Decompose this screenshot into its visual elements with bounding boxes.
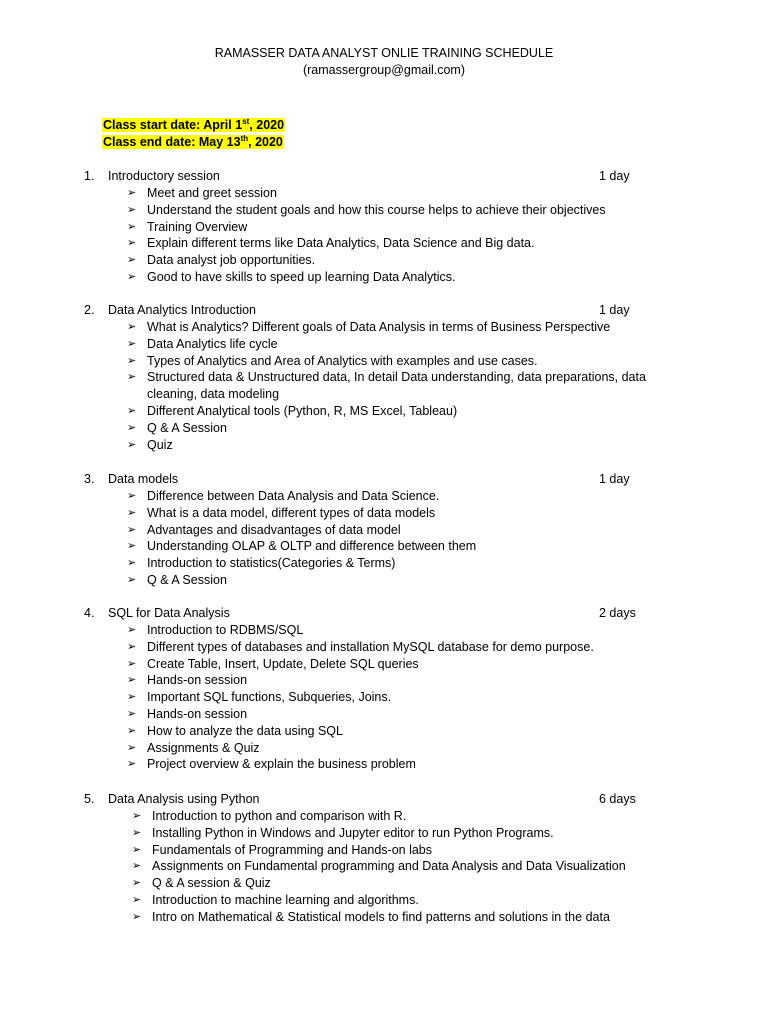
list-item: [84, 235, 684, 252]
arrow-bullet-icon: ➢: [132, 910, 142, 923]
arrow-bullet-icon: ➢: [127, 237, 137, 250]
arrow-bullet-icon: ➢: [132, 893, 142, 906]
arrow-bullet-icon: ➢: [132, 843, 142, 856]
section-introductory-session: [84, 168, 684, 286]
class-dates: [102, 117, 285, 151]
list-item-text: Introduction to python and comparison with R.: [152, 809, 407, 823]
arrow-bullet-icon: ➢: [127, 354, 137, 367]
list-item-text: Training Overview: [147, 219, 248, 234]
list-item: [84, 437, 684, 454]
arrow-bullet-icon: ➢: [127, 724, 137, 737]
contact-email: (ramassergroup@gmail.com): [302, 63, 466, 77]
list-item-text: Data analyst job opportunities.: [147, 253, 316, 268]
list-item-text: Advantages and disadvantages of data model: [147, 522, 401, 537]
list-item-text: Good to have skills to speed up learning Data Analytics.: [147, 269, 456, 284]
start-date-sup: st: [242, 116, 250, 126]
end-date-sup: th: [240, 133, 249, 143]
start-date-year: , 2020: [249, 118, 285, 132]
section-heading: [84, 471, 684, 488]
list-item-text: Hands-on session: [147, 706, 248, 721]
section-sql-for-data-analysis: [84, 605, 684, 773]
list-item-text: Explain different terms like Data Analytics, Data Science and Big data.: [147, 236, 535, 251]
list-item: [84, 369, 684, 403]
list-item: [84, 488, 684, 505]
list-item-text: Meet and greet session: [147, 186, 277, 200]
list-item-text: Different Analytical tools (Python, R, MS Excel, Tableau): [147, 403, 458, 418]
section-items: [84, 488, 684, 589]
list-item-text: What is Analytics? Different goals of Data Analysis in terms of Business Perspective: [147, 320, 611, 334]
list-item: [84, 740, 684, 757]
list-item-text: Structured data & Unstructured data, In detail Data understanding, data preparations, data cleaning, data modeling: [147, 370, 646, 402]
list-item: [84, 420, 684, 437]
list-item: [84, 555, 684, 572]
list-item: [84, 656, 684, 673]
section-items: [84, 808, 684, 926]
list-item: [84, 185, 684, 202]
arrow-bullet-icon: ➢: [127, 523, 137, 536]
list-item-text: Data Analytics life cycle: [147, 336, 278, 351]
section-duration: 1 day: [599, 472, 630, 486]
arrow-bullet-icon: ➢: [127, 540, 137, 553]
list-item: [84, 842, 684, 859]
start-date-text: Class start date: April 1: [103, 118, 243, 132]
list-item: [84, 319, 684, 336]
section-title: Introductory session: [108, 169, 220, 183]
list-item: [84, 892, 684, 909]
list-item: [84, 706, 684, 723]
arrow-bullet-icon: ➢: [127, 490, 137, 502]
list-item-text: Create Table, Insert, Update, Delete SQL queries: [147, 656, 419, 671]
document-title: RAMASSER DATA ANALYST ONLIE TRAINING SCHEDULE: [214, 46, 554, 60]
list-item: [84, 756, 684, 773]
arrow-bullet-icon: ➢: [127, 691, 137, 704]
list-item-text: Understanding OLAP & OLTP and difference between them: [147, 539, 477, 554]
arrow-bullet-icon: ➢: [127, 421, 137, 434]
list-item-text: Introduction to RDBMS/SQL: [147, 623, 304, 637]
list-item: [84, 622, 684, 639]
list-item-text: Q & A Session: [147, 572, 227, 587]
section-heading: [84, 168, 684, 185]
section-title: Data Analytics Introduction: [108, 303, 256, 317]
list-item: [84, 202, 684, 219]
section-title: Data models: [108, 472, 179, 486]
arrow-bullet-icon: ➢: [127, 506, 137, 519]
list-item-text: What is a data model, different types of data models: [147, 505, 436, 520]
arrow-bullet-icon: ➢: [127, 270, 137, 283]
arrow-bullet-icon: ➢: [127, 741, 137, 754]
arrow-bullet-icon: ➢: [127, 254, 137, 267]
section-heading: [84, 791, 684, 808]
list-item: [84, 909, 684, 926]
section-heading: [84, 302, 684, 319]
list-item-text: Assignments on Fundamental programming and Data Analysis and Data Visualization: [152, 859, 626, 874]
list-item: [84, 538, 684, 555]
section-data-analytics-introduction: [84, 302, 684, 453]
list-item: [84, 672, 684, 689]
list-item-text: Introduction to statistics(Categories & Terms): [147, 556, 396, 571]
list-item-text: Q & A session & Quiz: [152, 876, 271, 891]
end-date-year: , 2020: [248, 135, 283, 149]
arrow-bullet-icon: ➢: [127, 321, 137, 333]
end-date-text: Class end date: May 13: [103, 135, 241, 149]
list-item: [84, 858, 684, 875]
arrow-bullet-icon: ➢: [127, 438, 137, 451]
section-data-models: [84, 471, 684, 589]
list-item-text: Intro on Mathematical & Statistical models to find patterns and solutions in the data: [152, 909, 610, 924]
section-number: 3.: [84, 472, 95, 486]
arrow-bullet-icon: ➢: [127, 624, 137, 636]
arrow-bullet-icon: ➢: [127, 674, 137, 687]
list-item-text: Types of Analytics and Area of Analytics with examples and use cases.: [147, 353, 538, 368]
section-number: 5.: [84, 792, 95, 806]
list-item-text: Hands-on session: [147, 673, 248, 688]
list-item-text: Q & A Session: [147, 420, 227, 435]
arrow-bullet-icon: ➢: [127, 220, 137, 233]
list-item: [84, 875, 684, 892]
arrow-bullet-icon: ➢: [127, 337, 137, 350]
arrow-bullet-icon: ➢: [127, 203, 137, 216]
list-item: [84, 219, 684, 236]
section-duration: 6 days: [599, 792, 636, 806]
list-item-text: Introduction to machine learning and algorithms.: [152, 892, 419, 907]
list-item-text: Fundamentals of Programming and Hands-on labs: [152, 842, 433, 857]
list-item: [84, 572, 684, 589]
list-item-text: Installing Python in Windows and Jupyter editor to run Python Programs.: [152, 825, 554, 840]
list-item: [84, 403, 684, 420]
arrow-bullet-icon: ➢: [127, 404, 137, 417]
list-item-text: Understand the student goals and how this course helps to achieve their objectives: [147, 202, 606, 217]
list-item-text: Different types of databases and installation MySQL database for demo purpose.: [147, 639, 594, 654]
arrow-bullet-icon: ➢: [127, 573, 137, 586]
list-item: [84, 639, 684, 656]
list-item: [84, 522, 684, 539]
list-item-text: Important SQL functions, Subqueries, Joins.: [147, 690, 392, 705]
section-number: 1.: [84, 169, 95, 183]
list-item-text: Project overview & explain the business problem: [147, 757, 416, 772]
section-number: 2.: [84, 303, 95, 317]
list-item: [84, 353, 684, 370]
list-item: [84, 689, 684, 706]
arrow-bullet-icon: ➢: [127, 657, 137, 670]
arrow-bullet-icon: ➢: [132, 860, 142, 873]
section-number: 4.: [84, 606, 95, 620]
list-item: [84, 723, 684, 740]
list-item: [84, 252, 684, 269]
arrow-bullet-icon: ➢: [132, 810, 142, 822]
section-duration: 1 day: [599, 303, 630, 317]
list-item-text: Assignments & Quiz: [147, 740, 260, 755]
list-item-text: Difference between Data Analysis and Data Science.: [147, 489, 440, 503]
list-item: [84, 825, 684, 842]
arrow-bullet-icon: ➢: [127, 557, 137, 570]
arrow-bullet-icon: ➢: [127, 187, 137, 199]
list-item: [84, 336, 684, 353]
arrow-bullet-icon: ➢: [127, 371, 137, 384]
list-item-text: How to analyze the data using SQL: [147, 723, 343, 738]
list-item-text: Quiz: [147, 437, 173, 452]
section-title: SQL for Data Analysis: [108, 606, 230, 620]
list-item: [84, 269, 684, 286]
list-item: [84, 505, 684, 522]
arrow-bullet-icon: ➢: [132, 826, 142, 839]
class-end-date: [102, 134, 285, 151]
section-items: [84, 622, 684, 773]
section-duration: 1 day: [599, 169, 630, 183]
section-items: [84, 185, 684, 286]
section-items: [84, 319, 684, 453]
list-item: [84, 808, 684, 825]
section-data-analysis-using-python: [84, 791, 684, 926]
class-start-date: [102, 117, 285, 134]
arrow-bullet-icon: ➢: [132, 877, 142, 890]
section-title: Data Analysis using Python: [108, 792, 260, 806]
arrow-bullet-icon: ➢: [127, 640, 137, 653]
document-header: [0, 45, 768, 79]
arrow-bullet-icon: ➢: [127, 707, 137, 720]
section-heading: [84, 605, 684, 622]
section-duration: 2 days: [599, 606, 636, 620]
arrow-bullet-icon: ➢: [127, 758, 137, 771]
